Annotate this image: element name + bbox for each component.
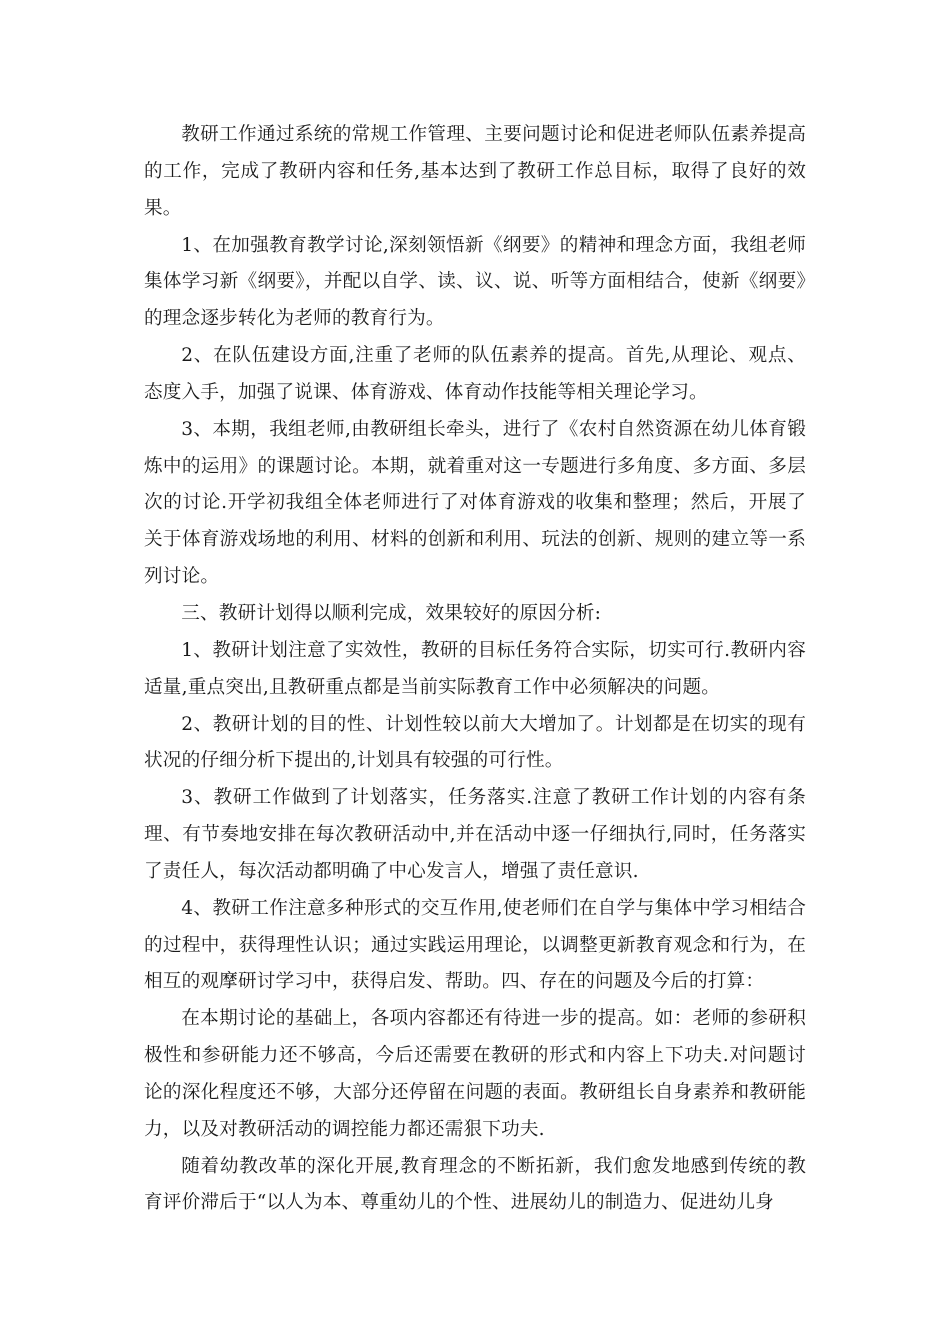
paragraph-item-1-outline: 1、在加强教育教学讨论,深刻领悟新《纲要》的精神和理念方面，我组老师集体学习新《纲要》，并配以自学、读、议、说、听等方面相结合，使新《纲要》的理念逐步转化为老师的教育行为。	[144, 234, 806, 330]
paragraph-analysis-3: 3、教研工作做到了计划落实，任务落实.注意了教研工作计划的内容有条理、有节奏地安排在每次教研活动中,并在活动中逐一仔细执行,同时，任务落实了责任人，每次活动都明确了中心发言人，增强了责任意识.	[144, 787, 806, 882]
paragraph-reform: 随着幼教改革的深化开展,教育理念的不断拓新，我们愈发地感到传统的教育评价滞后于“以人为本、尊重幼儿的个性、进展幼儿的制造力、促进幼儿身	[144, 1155, 806, 1214]
paragraph-analysis-2: 2、教研计划的目的性、计划性较以前大大增加了。计划都是在切实的现有状况的仔细分析下提出的,计划具有较强的可行性。	[144, 713, 806, 772]
paragraph-analysis-1: 1、教研计划注意了实效性，教研的目标任务符合实际，切实可行.教研内容适量,重点突出,且教研重点都是当前实际教育工作中必须解决的问题。	[144, 639, 806, 698]
paragraph-summary: 教研工作通过系统的常规工作管理、主要问题讨论和促进老师队伍素养提高的工作，完成了教研内容和任务,基本达到了教研工作总目标，取得了良好的效果。	[144, 124, 806, 219]
paragraph-item-2-team: 2、在队伍建设方面,注重了老师的队伍素养的提高。首先,从理论、观点、态度入手，加强了说课、体育游戏、体育动作技能等相关理论学习。	[144, 345, 806, 403]
document-page	[144, 117, 806, 1222]
paragraph-analysis-4: 4、教研工作注意多种形式的交互作用,使老师们在自学与集体中学习相结合的过程中，获得理性认识；通过实践运用理论，以调整更新教育观念和行为，在相互的观摩研讨学习中，获得启发、帮助。四、存在的问题及今后的打算：	[144, 897, 806, 993]
section-heading-analysis: 三、教研计划得以顺利完成，效果较好的原因分析:	[181, 602, 602, 624]
paragraph-item-3-research: 3、本期，我组老师,由教研组长牵头，进行了《农村自然资源在幼儿体育锻炼中的运用》的课题讨论。本期，就着重对这一专题进行多角度、多方面、多层次的讨论.开学初我组全体老师进行了对体育游戏的收集和整理；然后，开展了关于体育游戏场地的利用、材料的创新和利用、玩法的创新、规则的建立等一系列讨论。	[144, 418, 806, 588]
paragraph-problems: 在本期讨论的基础上，各项内容都还有待进一步的提高。如：老师的参研积极性和参研能力还不够高，今后还需要在教研的形式和内容上下功夫.对问题讨论的深化程度还不够，大部分还停留在问题的表面。教研组长自身素养和教研能力，以及对教研活动的调控能力都还需狠下功夫.	[144, 1008, 806, 1140]
